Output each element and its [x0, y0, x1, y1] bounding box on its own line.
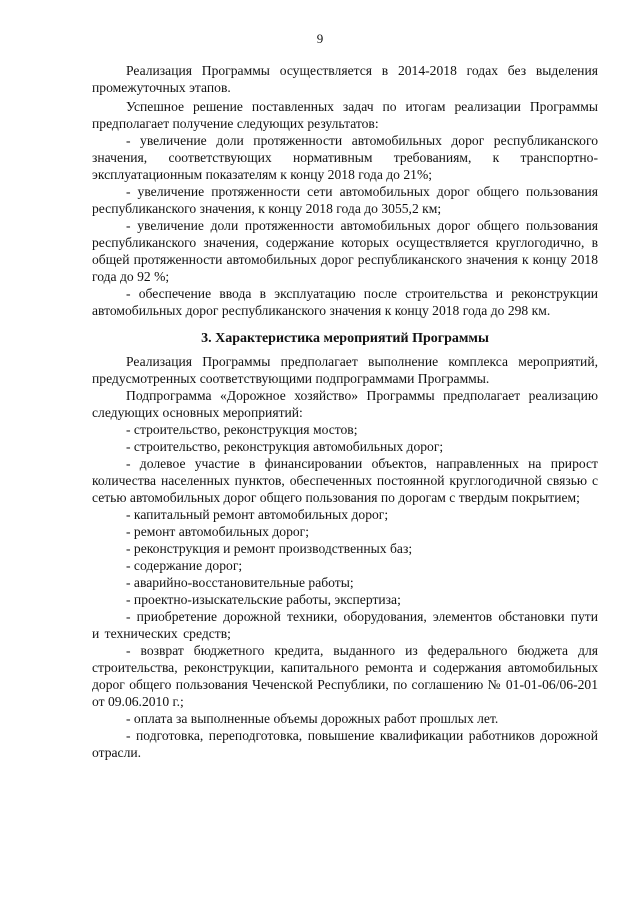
measure-item: - долевое участие в финансировании объектов, направленных на прирост количества населенных пунктов, обеспеченных постоянной круглогодичной связью с сетью автомобильных дорог общего пользования по дорогам с твердым покрытием; — [92, 456, 598, 505]
paragraph-subprogram-intro: Подпрограмма «Дорожное хозяйство» Программы предполагает реализацию следующих основных мероприятий: — [92, 388, 598, 420]
result-item-commissioning: - обеспечение ввода в эксплуатацию после строительства и реконструкции автомобильных дорог республиканского значения к концу 2018 года до 298 км. — [92, 286, 598, 318]
result-item-roads-share: - увеличение доли протяженности автомобильных дорог республиканского значения, соответствующих нормативным требованиям, к транспортно-эксплуатационным показателям к концу 2018 года до 21%; — [92, 133, 598, 182]
paragraph-expected-results: Успешное решение поставленных задач по итогам реализации Программы предполагает получение следующих результатов: — [92, 99, 598, 131]
result-item-network-length: - увеличение протяженности сети автомобильных дорог общего пользования республиканского значения, к концу 2018 года до 3055,2 км; — [92, 184, 598, 216]
result-item-year-round: - увеличение доли протяженности автомобильных дорог общего пользования республиканского значения, содержание которых осуществляется круглогодично, в общей протяженности автомобильных дорог республиканского значения к концу 2018 года до 92 %; — [92, 218, 598, 284]
measure-item: - строительство, реконструкция мостов; — [126, 422, 358, 437]
paragraph-program-measures: Реализация Программы предполагает выполнение комплекса мероприятий, предусмотренных соответствующими подпрограммами Программы. — [92, 354, 598, 386]
document-body — [92, 62, 598, 761]
measure-item: - оплата за выполненные объемы дорожных работ прошлых лет. — [126, 711, 499, 726]
measure-item: - строительство, реконструкция автомобильных дорог; — [126, 439, 444, 454]
measure-item: - подготовка, переподготовка, повышение квалификации работников дорожной отрасли. — [92, 728, 598, 760]
measure-item: - возврат бюджетного кредита, выданного из федерального бюджета для строительства, реконструкции, капитального ремонта и содержания автомобильных дорог общего пользования Чеченской Республики, по соглашению № 01-01-06/06-201 от 09.06.2010 г.; — [92, 643, 598, 709]
measure-item: - аварийно-восстановительные работы; — [126, 575, 354, 590]
measure-item: - ремонт автомобильных дорог; — [126, 524, 310, 539]
measure-item: - содержание дорог; — [126, 558, 243, 573]
measure-item: - капитальный ремонт автомобильных дорог; — [126, 507, 389, 522]
measure-item: - проектно-изыскательские работы, экспертиза; — [126, 592, 401, 607]
paragraph-implementation-period: Реализация Программы осуществляется в 2014-2018 годах без выделения промежуточных этапов. — [92, 63, 598, 95]
measure-item: - реконструкция и ремонт производственных баз; — [126, 541, 413, 556]
measure-item: - приобретение дорожной техники, оборудования, элементов обстановки пути и технических средств; — [92, 609, 598, 641]
page-number: 9 — [316, 31, 324, 46]
section-heading: 3. Характеристика мероприятий Программы — [201, 331, 489, 346]
